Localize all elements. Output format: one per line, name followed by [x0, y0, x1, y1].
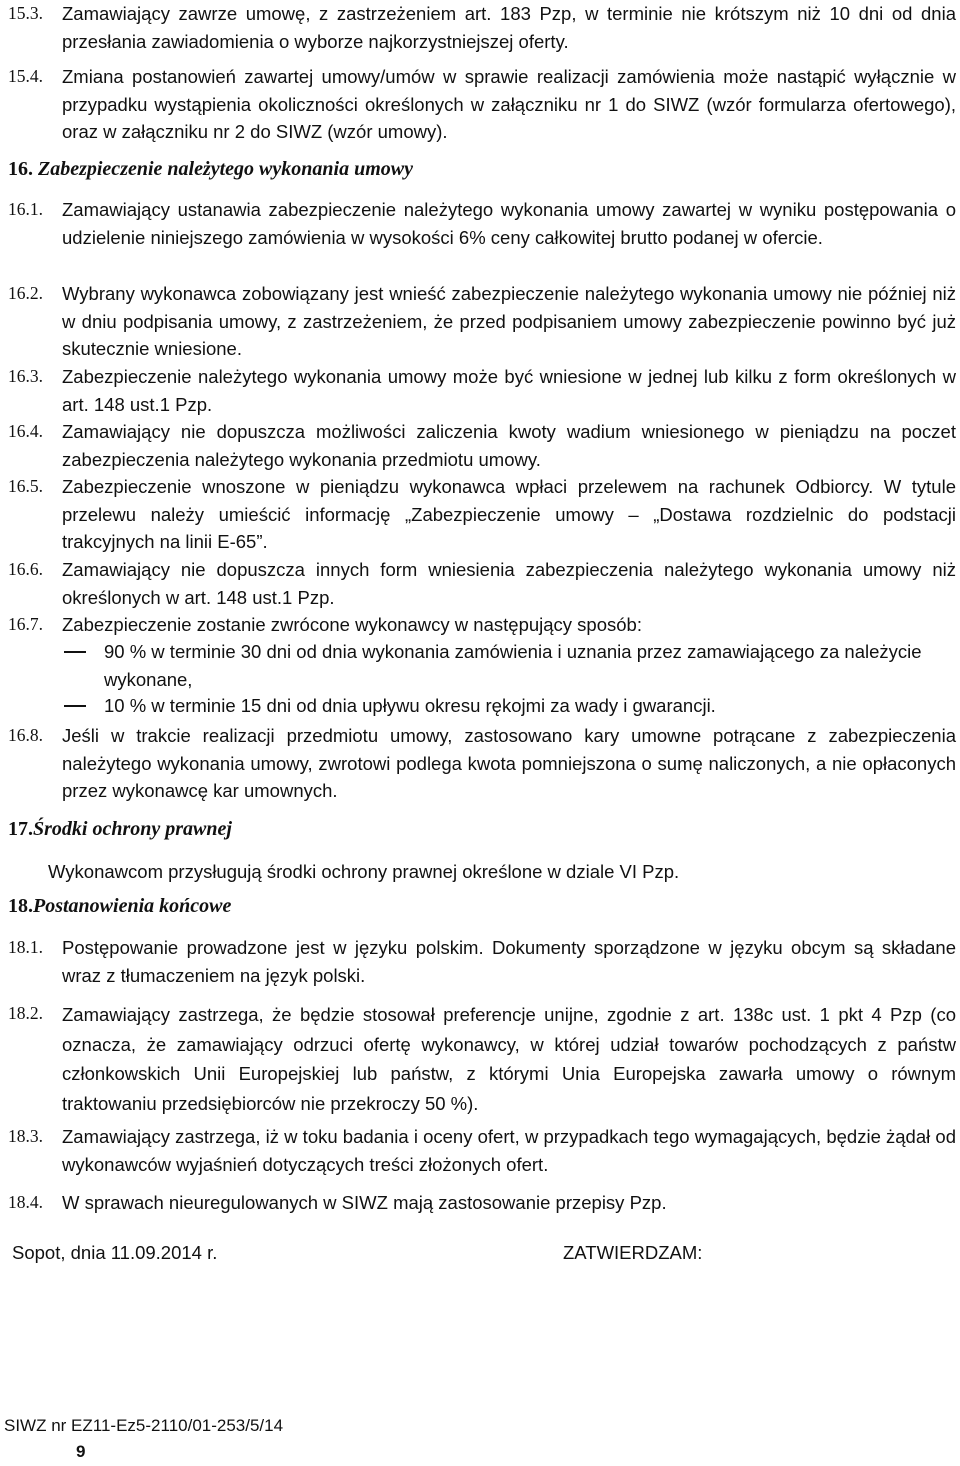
list-item	[64, 692, 956, 720]
paragraph-number: 18.3.	[8, 1126, 43, 1146]
dash-bullet-icon	[64, 705, 86, 707]
paragraph-15-3	[8, 0, 956, 55]
paragraph-text: Zmiana postanowień zawartej umowy/umów w sprawie realizacji zamówienia może nastąpić wyłącznie w przypadku wystąpienia okoliczności określonych w załączniku nr 1 do SIWZ (wzór formularza ofertowego), oraz w załączniku nr 2 do SIWZ (wzór umowy).	[62, 66, 956, 142]
heading-number: 17.	[8, 818, 33, 840]
paragraph-16-7	[8, 611, 956, 639]
paragraph-number: 16.3.	[8, 366, 43, 386]
paragraph-number: 15.4.	[8, 66, 43, 86]
paragraph-number: 15.3.	[8, 3, 43, 23]
paragraph-18-2	[8, 1000, 956, 1118]
paragraph-number: 16.7.	[8, 614, 43, 634]
dash-bullet-icon	[64, 651, 86, 653]
paragraph-18-1	[8, 934, 956, 989]
paragraph-text: Postępowanie prowadzone jest w języku polskim. Dokumenty sporządzone w języku obcym są składane wraz z tłumaczeniem na język polski.	[62, 937, 956, 986]
heading-number: 18.	[8, 895, 33, 917]
heading-title: Środki ochrony prawnej	[33, 818, 232, 840]
paragraph-text: Zamawiający nie dopuszcza możliwości zaliczenia kwoty wadium wniesionego w pieniądzu na poczet zabezpieczenia należytego wykonania przedmiotu umowy.	[62, 421, 956, 470]
paragraph-16-3	[8, 363, 956, 418]
list-item-text: 10 % w terminie 15 dni od dnia upływu okresu rękojmi za wady i gwarancji.	[104, 695, 716, 716]
paragraph-text: Zamawiający nie dopuszcza innych form wniesienia zabezpieczenia należytego wykonania umowy niż określonych w art. 148 ust.1 Pzp.	[62, 559, 956, 608]
section-17-text: Wykonawcom przysługują środki ochrony prawnej określone w dziale VI Pzp.	[48, 861, 680, 882]
paragraph-16-1	[8, 196, 956, 251]
place-date: Sopot, dnia 11.09.2014 r.	[12, 1242, 218, 1263]
list-item	[64, 638, 956, 693]
page-number: 9	[76, 1442, 86, 1461]
heading-title: Zabezpieczenie należytego wykonania umowy	[38, 158, 413, 180]
section-heading-16	[8, 158, 413, 181]
heading-title: Postanowienia końcowe	[33, 895, 232, 917]
paragraph-text: Zabezpieczenie wnoszone w pieniądzu wykonawca wpłaci przelewem na rachunek Odbiorcy. W tytule przelewu należy umieścić informację „Zabezpieczenie umowy – „Dostawa rozdzielnic do podstacji trakcyjnych na linii E-65”.	[62, 476, 956, 552]
paragraph-number: 16.2.	[8, 283, 43, 303]
paragraph-number: 16.8.	[8, 725, 43, 745]
paragraph-16-6	[8, 556, 956, 611]
footer-doc-ref: SIWZ nr EZ11-Ez5-2110/01-253/5/14	[4, 1416, 284, 1435]
paragraph-number: 16.6.	[8, 559, 43, 579]
paragraph-18-4	[8, 1189, 956, 1217]
approval-label: ZATWIERDZAM:	[563, 1242, 703, 1263]
paragraph-number: 18.1.	[8, 937, 43, 957]
paragraph-16-4	[8, 418, 956, 473]
heading-number: 16.	[8, 158, 33, 180]
paragraph-number: 16.1.	[8, 199, 43, 219]
list-item-text: 90 % w terminie 30 dni od dnia wykonania zamówienia i uznania przez zamawiającego za należycie wykonane,	[104, 641, 922, 690]
paragraph-16-8	[8, 722, 956, 805]
paragraph-number: 18.4.	[8, 1192, 43, 1212]
paragraph-number: 16.4.	[8, 421, 43, 441]
section-heading-18	[8, 895, 231, 918]
paragraph-16-2	[8, 280, 956, 363]
paragraph-18-3	[8, 1123, 956, 1178]
paragraph-number: 16.5.	[8, 476, 43, 496]
paragraph-text: Zabezpieczenie zostanie zwrócone wykonawcy w następujący sposób:	[62, 614, 642, 635]
paragraph-text: W sprawach nieuregulowanych w SIWZ mają zastosowanie przepisy Pzp.	[62, 1192, 667, 1213]
paragraph-text: Zamawiający zastrzega, iż w toku badania i oceny ofert, w przypadkach tego wymagających, będzie żądał od wykonawców wyjaśnień dotyczących treści złożonych ofert.	[62, 1126, 956, 1175]
paragraph-16-5	[8, 473, 956, 556]
paragraph-number: 18.2.	[8, 1003, 43, 1023]
paragraph-15-4	[8, 63, 956, 146]
paragraph-text: Zamawiający ustanawia zabezpieczenie należytego wykonania umowy zawartej w wyniku postępowania o udzielenie niniejszego zamówienia w wysokości 6% ceny całkowitej brutto podanej w ofercie.	[62, 199, 956, 248]
paragraph-text: Zabezpieczenie należytego wykonania umowy może być wniesione w jednej lub kilku z form określonych w art. 148 ust.1 Pzp.	[62, 366, 956, 415]
section-heading-17	[8, 818, 232, 841]
paragraph-text: Wybrany wykonawca zobowiązany jest wnieść zabezpieczenie należytego wykonania umowy nie później niż w dniu podpisania umowy, z zastrzeżeniem, że przed podpisaniem umowy zabezpieczenie powinno być już skutecznie wniesione.	[62, 283, 956, 359]
paragraph-text: Zamawiający zawrze umowę, z zastrzeżeniem art. 183 Pzp, w terminie nie krótszym niż 10 dni od dnia przesłania zawiadomienia o wyborze najkorzystniejszej oferty.	[62, 3, 956, 52]
paragraph-text: Zamawiający zastrzega, że będzie stosował preferencje unijne, zgodnie z art. 138c ust. 1 pkt 4 Pzp (co oznacza, że zamawiający odrzuci ofertę wykonawcy, w której udział towarów pochodzących z państw członkowskich Unii Europejskiej lub państw, z którymi Unia Europejska zawarła umowy o równym traktowaniu przedsiębiorców nie przekroczy 50 %).	[62, 1004, 956, 1114]
paragraph-text: Jeśli w trakcie realizacji przedmiotu umowy, zastosowano kary umowne potrącane z zabezpieczenia należytego wykonania umowy, zwrotowi podlega kwota pomniejszona o sumę naliczonych, a nie opłaconych przez wykonawcę kar umownych.	[62, 725, 956, 801]
